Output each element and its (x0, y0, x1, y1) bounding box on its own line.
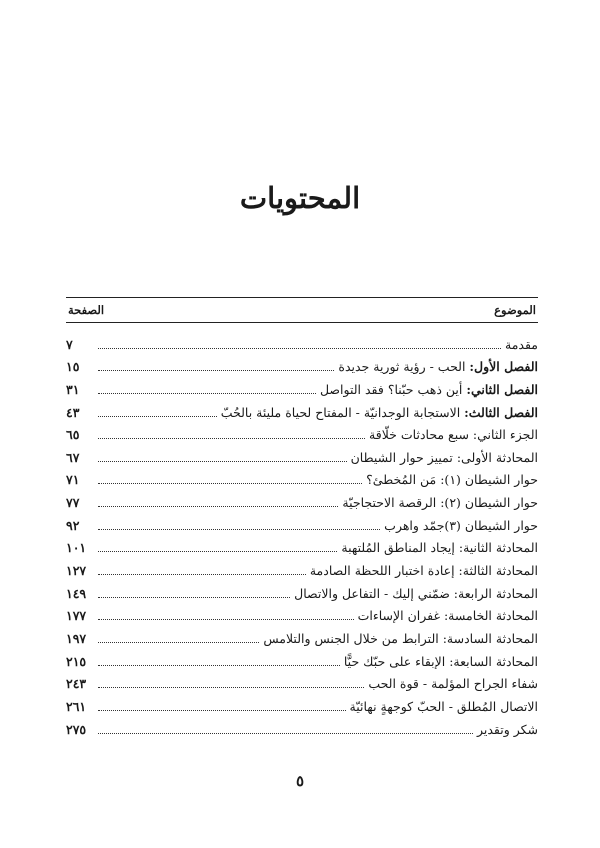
toc-entry-text: المحادثة السادسة: الترابط من خلال الجنس والتلامس (263, 630, 538, 646)
toc-entry (66, 579, 538, 602)
toc-entry-title (368, 676, 538, 692)
toc-entry (66, 488, 538, 511)
toc-entry (66, 647, 538, 670)
page-title: المحتويات (239, 181, 361, 215)
toc-entry (66, 398, 538, 421)
dot-leader (98, 665, 340, 666)
toc-entry-text: المحادثة الثانية: إيجاد المناطق المُلتهبة (341, 540, 538, 556)
toc-entry (66, 556, 538, 579)
toc-entry-text: أين ذهب حبّنا؟ فقد التواصل (319, 381, 467, 397)
toc-entry-page: ٧١ (66, 472, 80, 488)
toc-entry-title (320, 382, 538, 398)
toc-entry-page: ٦٧ (66, 449, 80, 465)
toc-entry-page: ٢٦١ (66, 698, 87, 714)
toc-entry-title (369, 427, 538, 443)
toc-entry-page: ١٩٧ (66, 630, 87, 646)
toc-entry-page: ١٢٧ (66, 563, 87, 579)
dot-leader (98, 574, 306, 575)
toc-entry-page: ٢٧٥ (66, 721, 87, 737)
toc-header (66, 297, 538, 323)
toc-entry (66, 602, 538, 625)
toc-entry-text: المحادثة الرابعة: ضمّني إليك - التفاعل والاتصال (294, 585, 538, 601)
toc-entry-page: ٤٣ (66, 404, 80, 420)
page-number: ٥ (295, 772, 305, 790)
toc-entry-title (505, 337, 538, 353)
toc-entry-text: الحب - رؤية ثورية جديدة (338, 359, 470, 375)
toc-entry-chapter-label: الفصل الثاني: (466, 381, 538, 397)
toc-entry-chapter-label: الفصل الأول: (469, 359, 538, 375)
toc-entry-text: مقدمة (505, 336, 538, 352)
toc-entry-page: ١٧٧ (66, 608, 87, 624)
toc-entry (66, 375, 538, 398)
dot-leader (98, 710, 346, 711)
toc-entry-title (294, 586, 538, 602)
toc-entry-title (477, 722, 538, 738)
toc-entry-page: ١٥ (66, 359, 80, 375)
toc-entry-text: الاستجابة الوجدانيّة - المفتاح لحياة مليئة بالحُبّ (220, 404, 465, 420)
dot-leader (98, 619, 354, 620)
toc-entry-title (263, 631, 538, 647)
toc-entry-page: ٧ (66, 336, 73, 352)
toc-entry-text: حوار الشيطان (٢): الرقصة الاحتجاجيّة (342, 495, 538, 511)
toc-entry (66, 624, 538, 647)
toc-entry-text: الاتصال المُطلق - الحبّ كوجهةٍ نهائيّة (349, 698, 538, 714)
toc-entry-page: ١٠١ (66, 540, 87, 556)
toc-entry (66, 330, 538, 353)
toc-entry-title (344, 654, 538, 670)
header-topic: الموضوع (494, 303, 536, 317)
dot-leader (98, 687, 364, 688)
toc-entry-text: الجزء الثاني: سبع محادثات خلّاقة (369, 427, 538, 443)
dot-leader (98, 416, 217, 417)
toc-entry-title (342, 495, 538, 511)
toc-entry-page: ١٤٩ (66, 585, 87, 601)
toc-entry (66, 715, 538, 738)
toc-entry-text: حوار الشيطان (٣)جمّد واهرب (384, 517, 538, 533)
dot-leader (98, 597, 290, 598)
toc-entry-title (366, 472, 538, 488)
toc-entry (66, 443, 538, 466)
toc-entry (66, 511, 538, 534)
toc-entry-text: شكر وتقدير (476, 721, 538, 737)
toc-entry (66, 670, 538, 693)
toc-entry-text: المحادثة السابعة: الإبقاء على حبّك حيًّا (343, 653, 538, 669)
dot-leader (98, 529, 380, 530)
toc-entry-title (351, 450, 538, 466)
toc-entry-text: شفاء الجراح المؤلمة - قوة الحب (368, 676, 538, 692)
dot-leader (98, 483, 362, 484)
toc-entry (66, 353, 538, 376)
toc-entry-text: المحادثة الخامسة: غفران الإساءات (357, 608, 538, 624)
toc-entry (66, 534, 538, 557)
toc-entry-title (221, 405, 538, 421)
toc-list (66, 330, 538, 738)
toc-entry-page: ٢١٥ (66, 653, 87, 669)
toc-entry-page: ٣١ (66, 381, 80, 397)
toc-entry-text: المحادثة الثالثة: إعادة اختبار اللحظة الصادمة (309, 563, 538, 579)
toc-entry-title (384, 518, 538, 534)
toc-entry-text: حوار الشيطان (١): مَن المُخطئ؟ (366, 472, 538, 488)
dot-leader (98, 348, 501, 349)
header-page: الصفحة (68, 303, 105, 317)
dot-leader (98, 506, 338, 507)
toc-entry-page: ٩٢ (66, 517, 80, 533)
dot-leader (98, 370, 334, 371)
toc-entry (66, 466, 538, 489)
dot-leader (98, 642, 259, 643)
toc-entry-title (310, 563, 538, 579)
dot-leader (98, 393, 316, 394)
toc-entry-title (341, 540, 538, 556)
dot-leader (98, 461, 347, 462)
dot-leader (98, 551, 337, 552)
toc-entry-page: ٢٤٣ (66, 676, 87, 692)
toc-entry-page: ٦٥ (66, 427, 80, 443)
toc-entry-title (350, 699, 538, 715)
toc-entry-page: ٧٧ (66, 495, 80, 511)
dot-leader (98, 733, 473, 734)
toc-entry-chapter-label: الفصل الثالث: (464, 404, 538, 420)
toc-entry-text: المحادثة الأولى: تمييز حوار الشيطان (350, 449, 538, 465)
dot-leader (98, 438, 365, 439)
toc-entry-title (358, 608, 538, 624)
toc-entry (66, 692, 538, 715)
toc-entry (66, 421, 538, 444)
toc-entry-title (338, 359, 538, 375)
